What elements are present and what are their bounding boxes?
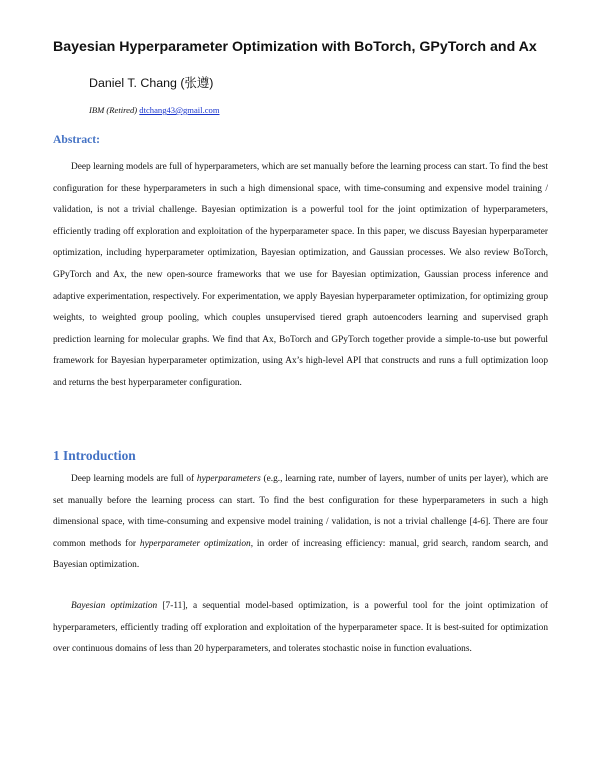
intro-p2-term-bayesian-optimization: Bayesian optimization <box>71 601 158 611</box>
paper-title: Bayesian Hyperparameter Optimization with BoTorch, GPyTorch and Ax <box>53 39 537 55</box>
abstract-text: Deep learning models are full of hyperparameters, which are set manually before the learning process can start. To find the best configuration for these hyperparameters in such a high dimensional space, with time-consuming and expensive model training / validation, is not a trivial challenge. Bayesian optimization is a powerful tool for the joint optimization of hyperparameters, efficiently trading off exploration and exploitation of the hyperparameter space. In this paper, we discuss Bayesian hyperparameter optimization, including hyperparameter optimization, Bayesian optimization, and Gaussian processes. We also review BoTorch, GPyTorch and Ax, the new open-source frameworks that we use for Bayesian optimization, Gaussian process inference and adaptive experimentation, respectively. For experimentation, we apply Bayesian hyperparameter optimization, for optimizing group weights, to weighted group pooling, which couples unsupervised tiered graph autoencoders learning and supervised graph prediction learning for molecular graphs. We find that Ax, BoTorch and GPyTorch together provide a simple-to-use but powerful framework for Bayesian hyperparameter optimization, using Ax’s high-level API that constructs and runs a full optimization loop and returns the best hyperparameter configuration. <box>53 162 548 388</box>
email-link[interactable]: dtchang43@gmail.com <box>139 105 220 115</box>
introduction-heading: 1 Introduction <box>53 448 136 463</box>
intro-p1-text-a: Deep learning models are full of <box>71 474 197 484</box>
abstract-heading: Abstract: <box>53 133 101 146</box>
intro-p1-text-b: (e.g., learning rate, number of layers, number of units per layer), which are set manually before the learning process can start. To find the best configuration for these hyperparameters in such a high dimensional space, with time-consuming and expensive model training / validation, is not a trivial challenge [4-6]. There are four common methods for <box>53 474 549 549</box>
intro-paragraph-1 <box>53 469 548 577</box>
affiliation-line <box>89 105 220 115</box>
intro-paragraph-2 <box>53 596 548 661</box>
author-name: Daniel T. Chang (张遵) <box>89 76 214 90</box>
intro-p2-text: [7-11], a sequential model-based optimization, is a powerful tool for the joint optimization of hyperparameters, efficiently trading off exploration and exploitation of the hyperparameter space. It is best-suited for optimization over continuous domains of less than 20 hyperparameters, and tolerates stochastic noise in function evaluations. <box>53 601 549 655</box>
intro-p1-text-c: , in order of increasing efficiency: manual, grid search, random search, and Bayesian optimization. <box>53 538 548 571</box>
intro-p1-term-hyperparameter-optimization: hyperparameter optimization <box>139 538 251 549</box>
affiliation: IBM (Retired) <box>89 105 138 115</box>
intro-p1-term-hyperparameters: hyperparameters <box>196 474 261 484</box>
